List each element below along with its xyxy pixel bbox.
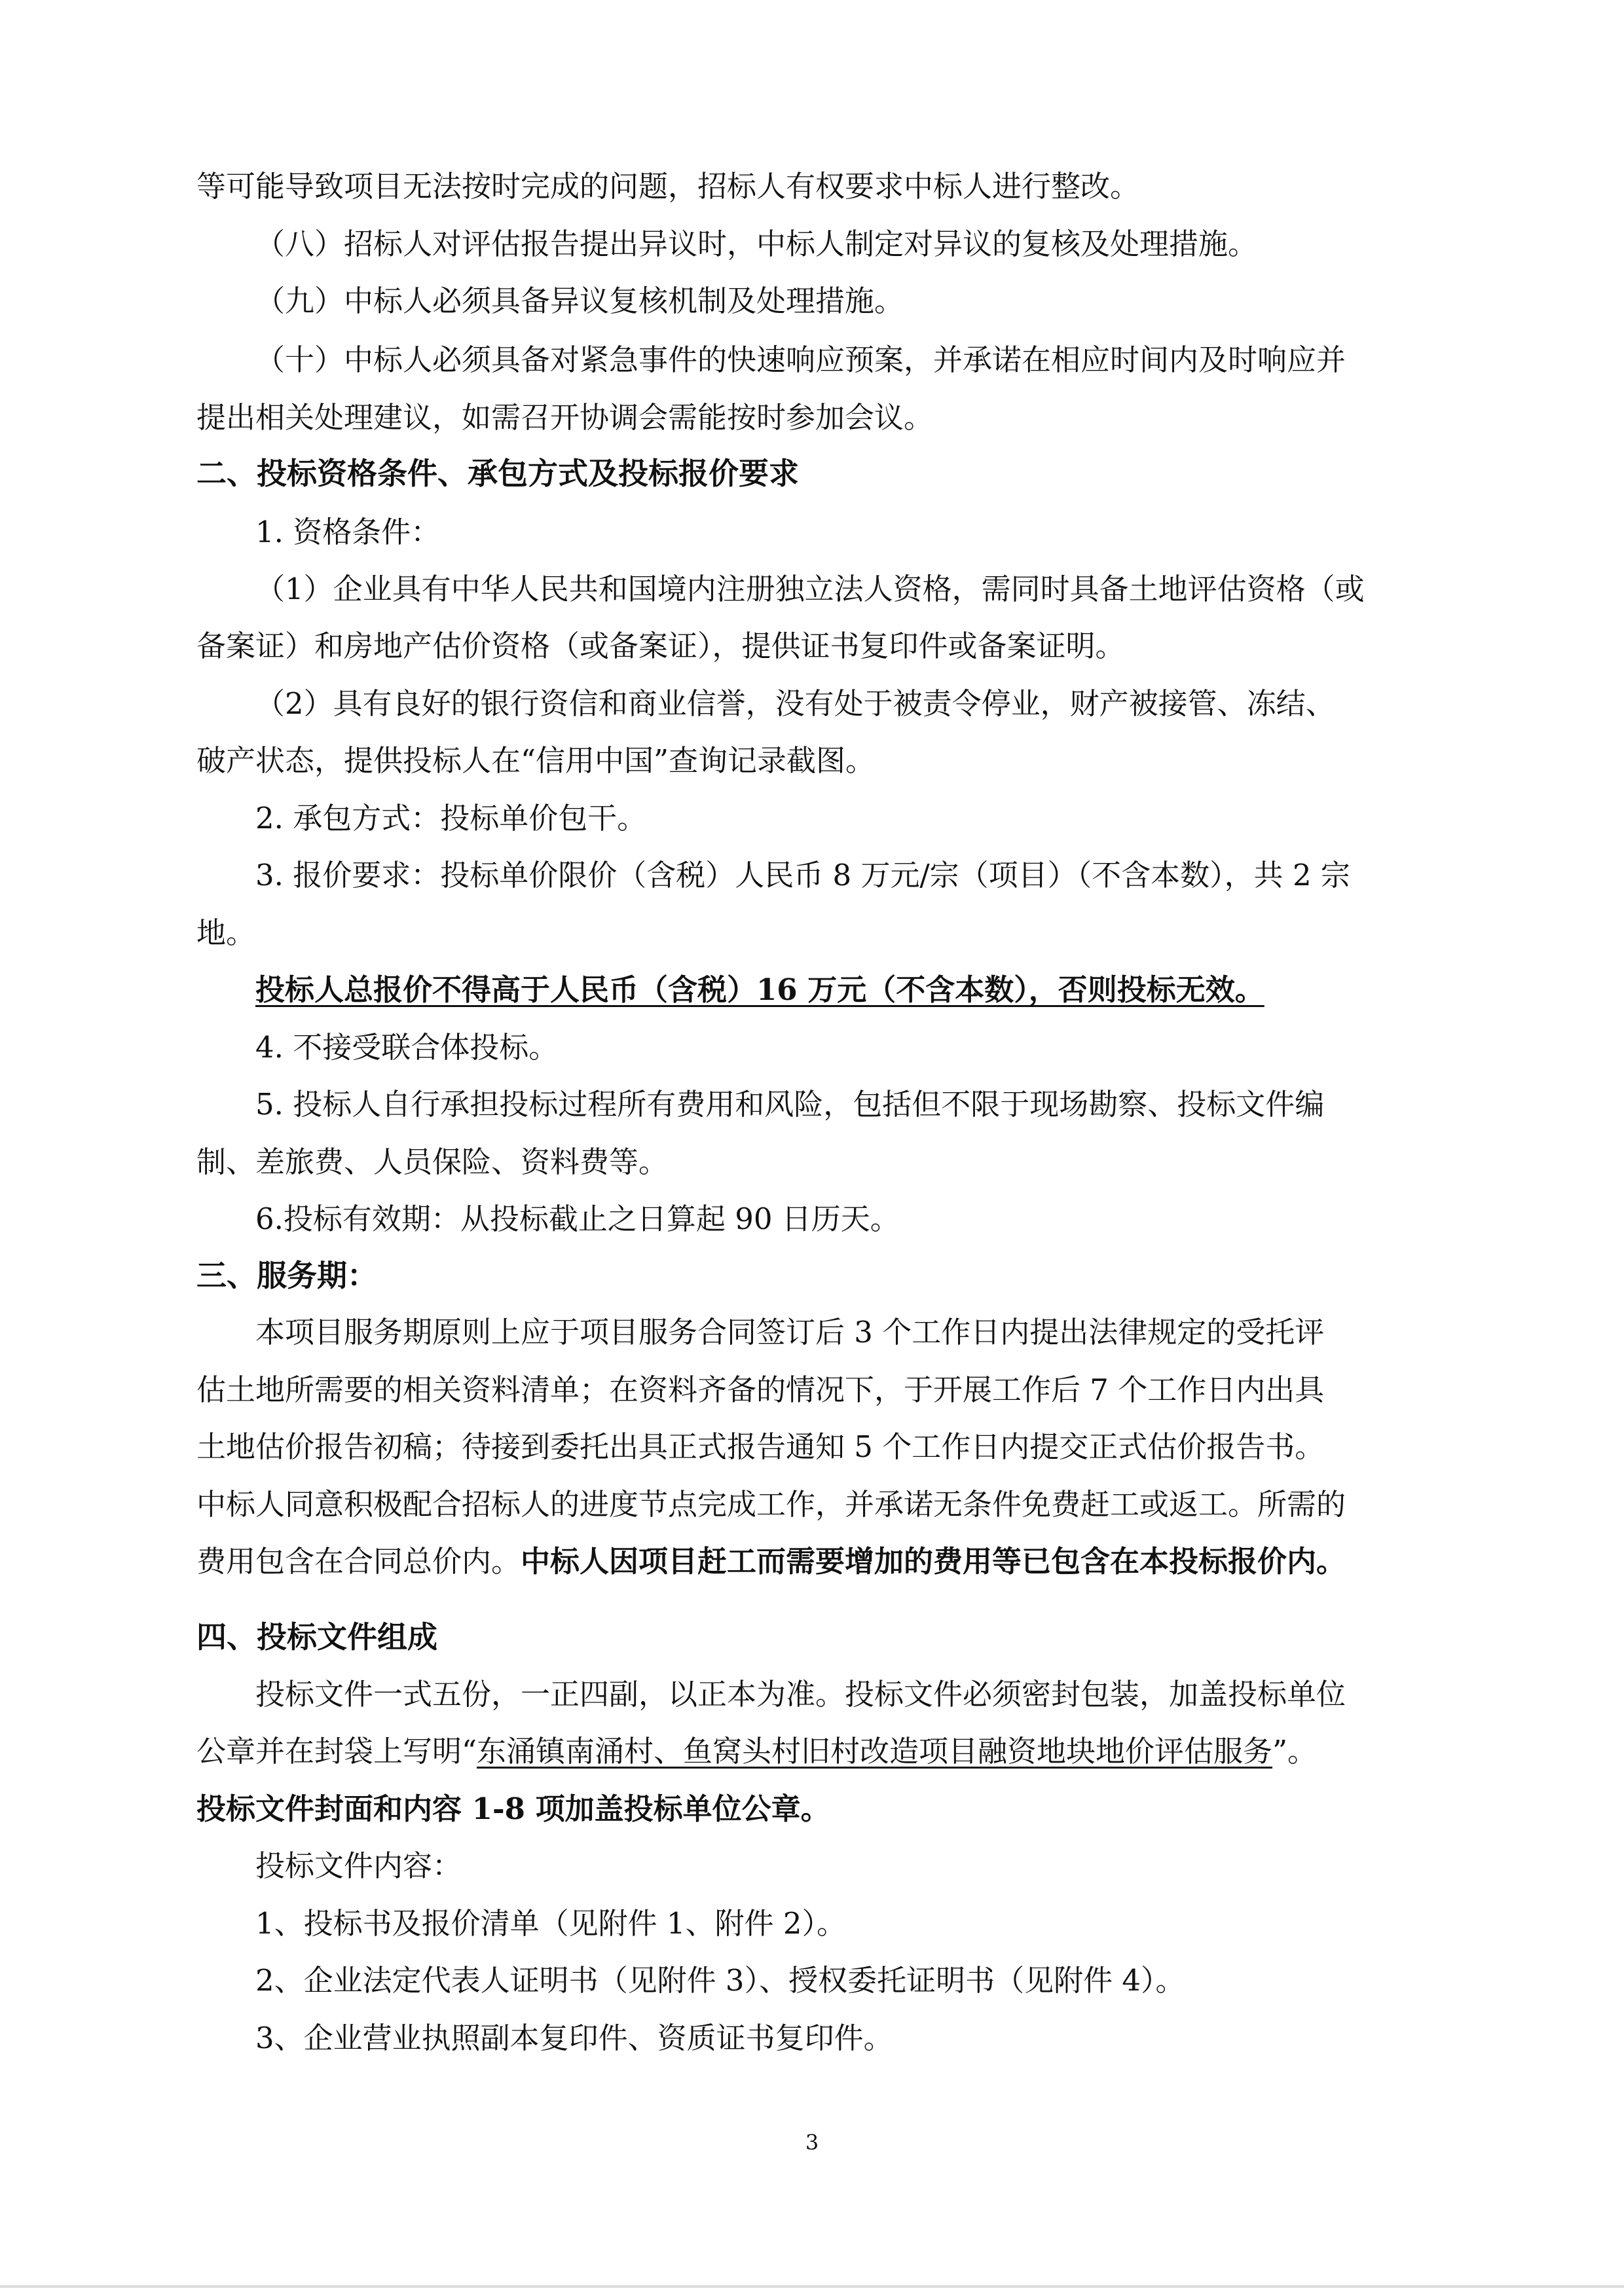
text-line: 备案证）和房地产估价资格（或备案证），提供证书复印件或备案证明。 — [196, 629, 1125, 663]
text-line: 4. 不接受联合体投标。 — [255, 1030, 559, 1065]
text-line: 估土地所需要的相关资料清单；在资料齐备的情况下，于开展工作后 7 个工作日内出具 — [196, 1372, 1325, 1407]
text-line: 土地估价报告初稿；待接到委托出具正式报告通知 5 个工作日内提交正式估价报告书。 — [196, 1429, 1325, 1464]
text-line: 本项目服务期原则上应于项目服务合同签订后 3 个工作日内提出法律规定的受托评 — [255, 1315, 1325, 1349]
list-item: 3、企业营业执照副本复印件、资质证书复印件。 — [255, 2021, 893, 2055]
text-line: 投标文件内容： — [255, 1848, 462, 1883]
section-heading-3: 三、服务期： — [196, 1258, 377, 1293]
section-heading-4: 四、投标文件组成 — [196, 1619, 437, 1655]
text-segment: 公章并在封袋上写明“ — [196, 1734, 477, 1769]
text-line: 1. 资格条件： — [255, 515, 441, 549]
project-name: 东涌镇南涌村、鱼窝头村旧村改造项目融资地块地价评估服务 — [477, 1734, 1273, 1769]
text-line: 中标人同意积极配合招标人的进度节点完成工作，并承诺无条件免费赶工或返工。所需的 — [196, 1487, 1346, 1522]
text-line: 等可能导致项目无法按时完成的问题，招标人有权要求中标人进行整改。 — [196, 169, 1140, 204]
text-line: 投标文件一式五份，一正四副，以正本为准。投标文件必须密封包装，加盖投标单位 — [255, 1677, 1346, 1712]
text-line: 制、差旅费、人员保险、资料费等。 — [196, 1145, 669, 1179]
text-segment: 费用包含在合同总价内。 — [196, 1544, 521, 1579]
text-line: 提出相关处理建议，如需召开协调会需能按时参加会议。 — [196, 400, 934, 435]
text-line: 6.投标有效期：从投标截止之日算起 90 日历天。 — [255, 1202, 900, 1236]
text-segment: ”。 — [1272, 1734, 1318, 1769]
text-line — [196, 1542, 1346, 1581]
list-item: 2、企业法定代表人证明书（见附件 3）、授权委托证明书（见附件 4）。 — [255, 1963, 1185, 1998]
text-line — [196, 1732, 1317, 1771]
text-line: （九）中标人必须具备异议复核机制及处理措施。 — [255, 284, 904, 318]
text-line: 3. 报价要求：投标单价限价（含税）人民币 8 万元/宗（项目）（不含本数），共 2 宗 — [255, 858, 1350, 892]
section-heading-2: 二、投标资格条件、承包方式及投标报价要求 — [196, 456, 799, 491]
text-line: （1）企业具有中华人民共和国境内注册独立法人资格，需同时具备土地评估资格（或 — [255, 572, 1365, 606]
text-line: （2）具有良好的银行资信和商业信誉，没有处于被责令停业，财产被接管、冻结、 — [255, 686, 1335, 721]
scan-edge-line — [0, 2285, 1624, 2288]
text-line: 破产状态，提供投标人在“信用中国”查询记录截图。 — [196, 743, 876, 778]
text-line: 地。 — [196, 915, 256, 950]
price-limit-notice: 投标人总报价不得高于人民币（含税）16 万元（不含本数），否则投标无效。 — [255, 972, 1264, 1007]
page-number: 3 — [805, 2130, 819, 2155]
stamp-requirement: 投标文件封面和内容 1-8 项加盖投标单位公章。 — [196, 1791, 830, 1826]
text-line: 5. 投标人自行承担投标过程所有费用和风险，包括但不限于现场勘察、投标文件编 — [255, 1087, 1325, 1122]
text-line: 2. 承包方式：投标单价包干。 — [255, 801, 647, 835]
text-line: （十）中标人必须具备对紧急事件的快速响应预案，并承诺在相应时间内及时响应并 — [255, 342, 1346, 377]
text-line: （八）招标人对评估报告提出异议时，中标人制定对异议的复核及处理措施。 — [255, 227, 1258, 261]
bold-statement: 中标人因项目赶工而需要增加的费用等已包含在本投标报价内。 — [521, 1544, 1346, 1579]
list-item: 1、投标书及报价清单（见附件 1、附件 2）。 — [255, 1906, 847, 1941]
